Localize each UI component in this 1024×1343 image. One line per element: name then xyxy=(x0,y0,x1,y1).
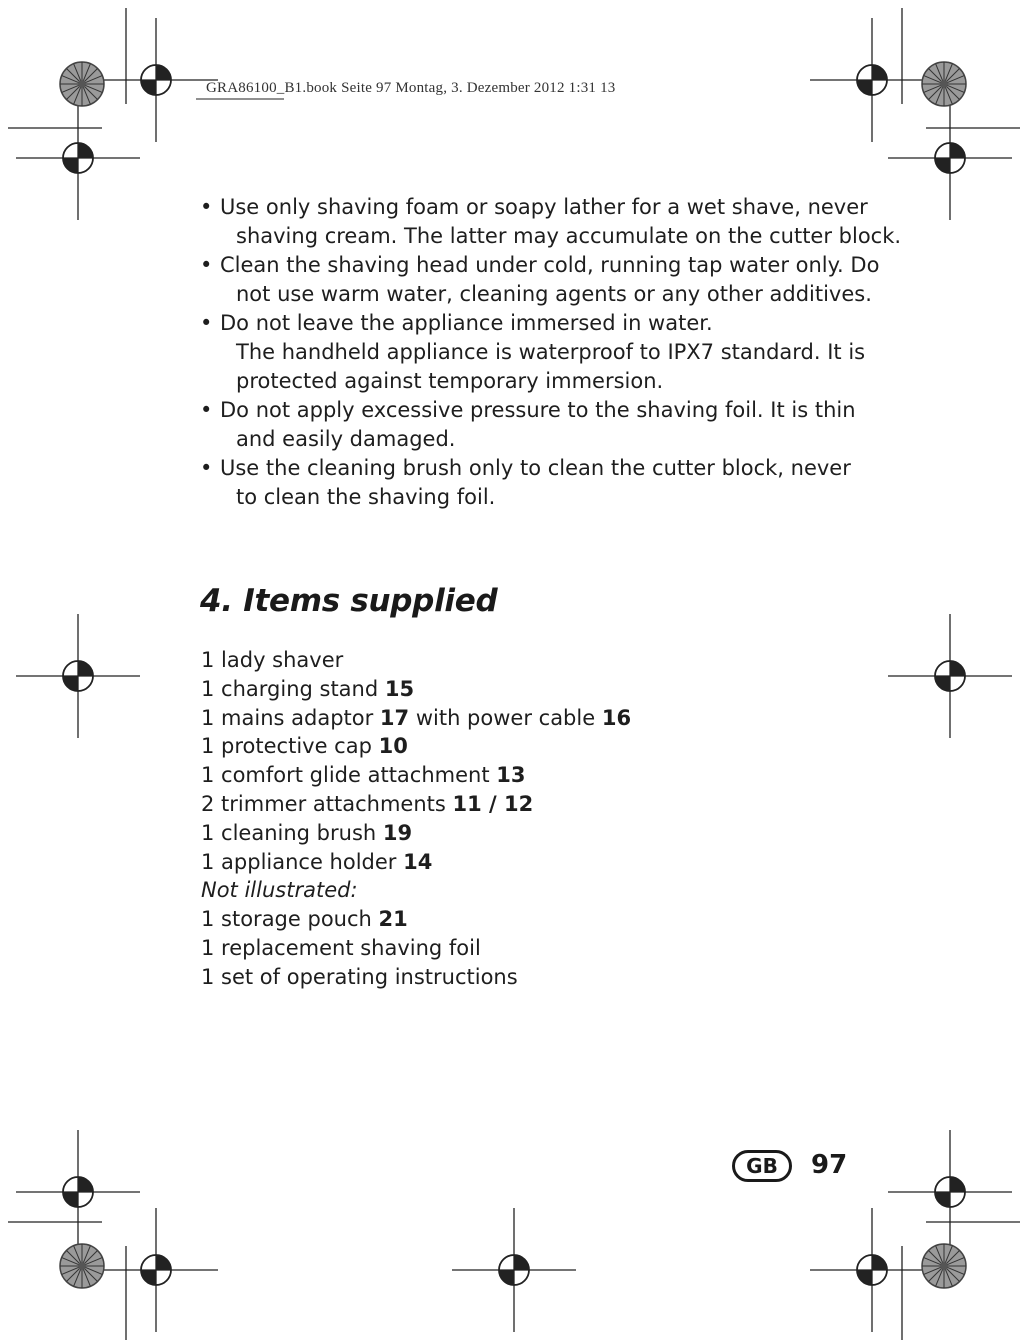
registration-mark-right-upper xyxy=(888,96,1012,220)
item-reference-number: 17 xyxy=(379,705,410,730)
registration-mark-bottom-left xyxy=(94,1208,218,1332)
bullet-line: Use only shaving foam or soapy lather for a wet shave, never xyxy=(220,195,868,219)
item-text: 1 appliance holder xyxy=(201,849,404,874)
list-item xyxy=(201,704,631,733)
item-reference-number: 10 xyxy=(378,734,408,759)
registration-mark-right-lower xyxy=(888,1130,1012,1254)
item-reference-number: 14 xyxy=(403,849,433,874)
item-text: 1 replacement shaving foil xyxy=(201,935,481,960)
registration-mark-top-left xyxy=(94,18,218,142)
color-target-bottom-left xyxy=(60,1244,104,1288)
list-item xyxy=(201,646,631,675)
bullet-dot-icon: • xyxy=(200,311,213,335)
list-item xyxy=(201,790,631,819)
item-text: 1 charging stand xyxy=(201,676,385,701)
registration-mark-top-right xyxy=(810,18,934,142)
bullet-line: protected against temporary immersion. xyxy=(236,369,664,393)
item-text: 1 comfort glide attachment xyxy=(201,763,497,788)
item-reference-number: 19 xyxy=(382,820,413,845)
section-heading: 4. Items supplied xyxy=(200,583,498,619)
list-item xyxy=(201,905,631,934)
print-header-line: GRA86100_B1.book Seite 97 Montag, 3. Dezember 2012 1:31 13 xyxy=(206,80,616,96)
bullet-dot-icon: • xyxy=(200,456,213,480)
page-number: 97 xyxy=(811,1150,848,1180)
bullet-line: shaving cream. The latter may accumulate on the cutter block. xyxy=(236,224,902,248)
bullet-item xyxy=(200,454,880,512)
item-text: with power cable xyxy=(409,705,602,730)
list-item xyxy=(201,732,631,761)
bullet-item xyxy=(200,396,880,454)
bullet-item xyxy=(200,251,880,309)
item-reference-number: 11 / 12 xyxy=(452,791,534,816)
item-reference-number: 21 xyxy=(378,907,408,932)
registration-mark-left-lower xyxy=(16,1130,140,1254)
registration-mark-bottom-right xyxy=(810,1208,934,1332)
bullet-line: Do not leave the appliance immersed in water. xyxy=(220,311,713,335)
bullet-line: and easily damaged. xyxy=(236,427,456,451)
list-item xyxy=(201,761,631,790)
item-reference-number: 16 xyxy=(601,705,632,730)
list-item xyxy=(201,848,631,877)
bullet-line: to clean the shaving foil. xyxy=(236,485,496,509)
item-text: 2 trimmer attachments xyxy=(201,791,453,816)
safety-bullet-list xyxy=(200,193,902,512)
language-badge: GB xyxy=(732,1150,792,1182)
registration-mark-left-middle xyxy=(16,614,140,738)
list-item xyxy=(201,819,631,848)
registration-mark-right-middle xyxy=(888,614,1012,738)
registration-mark-left-upper xyxy=(16,96,140,220)
bullet-item xyxy=(200,193,902,251)
bullet-line: The handheld appliance is waterproof to IPX7 standard. It is xyxy=(236,340,866,364)
list-subheading xyxy=(201,876,631,905)
item-text: 1 set of operating instructions xyxy=(201,964,518,989)
bullet-item xyxy=(200,309,880,396)
item-text: 1 cleaning brush xyxy=(201,820,383,845)
list-item xyxy=(201,675,631,704)
bullet-dot-icon: • xyxy=(200,253,213,277)
bullet-dot-icon: • xyxy=(200,398,213,422)
bullet-line: not use warm water, cleaning agents or any other additives. xyxy=(236,282,872,306)
list-item xyxy=(201,963,631,992)
bullet-line: Do not apply excessive pressure to the shaving foil. It is thin xyxy=(220,398,856,422)
list-item xyxy=(201,934,631,963)
bullet-line: Use the cleaning brush only to clean the cutter block, never xyxy=(220,456,851,480)
item-text: 1 storage pouch xyxy=(201,907,379,932)
item-reference-number: 13 xyxy=(496,763,526,788)
items-supplied-list xyxy=(201,646,631,992)
registration-mark-bottom-center xyxy=(452,1208,576,1332)
color-target-bottom-right xyxy=(922,1244,966,1288)
bullet-dot-icon: • xyxy=(200,195,213,219)
item-text: 1 mains adaptor xyxy=(201,705,380,730)
item-reference-number: 15 xyxy=(384,676,415,701)
color-target-top-left xyxy=(60,62,104,106)
item-text: 1 protective cap xyxy=(201,734,379,759)
color-target-top-right xyxy=(922,62,966,106)
bullet-line: Clean the shaving head under cold, running tap water only. Do xyxy=(220,253,880,277)
item-text: 1 lady shaver xyxy=(201,648,344,672)
item-text: Not illustrated: xyxy=(201,878,358,903)
